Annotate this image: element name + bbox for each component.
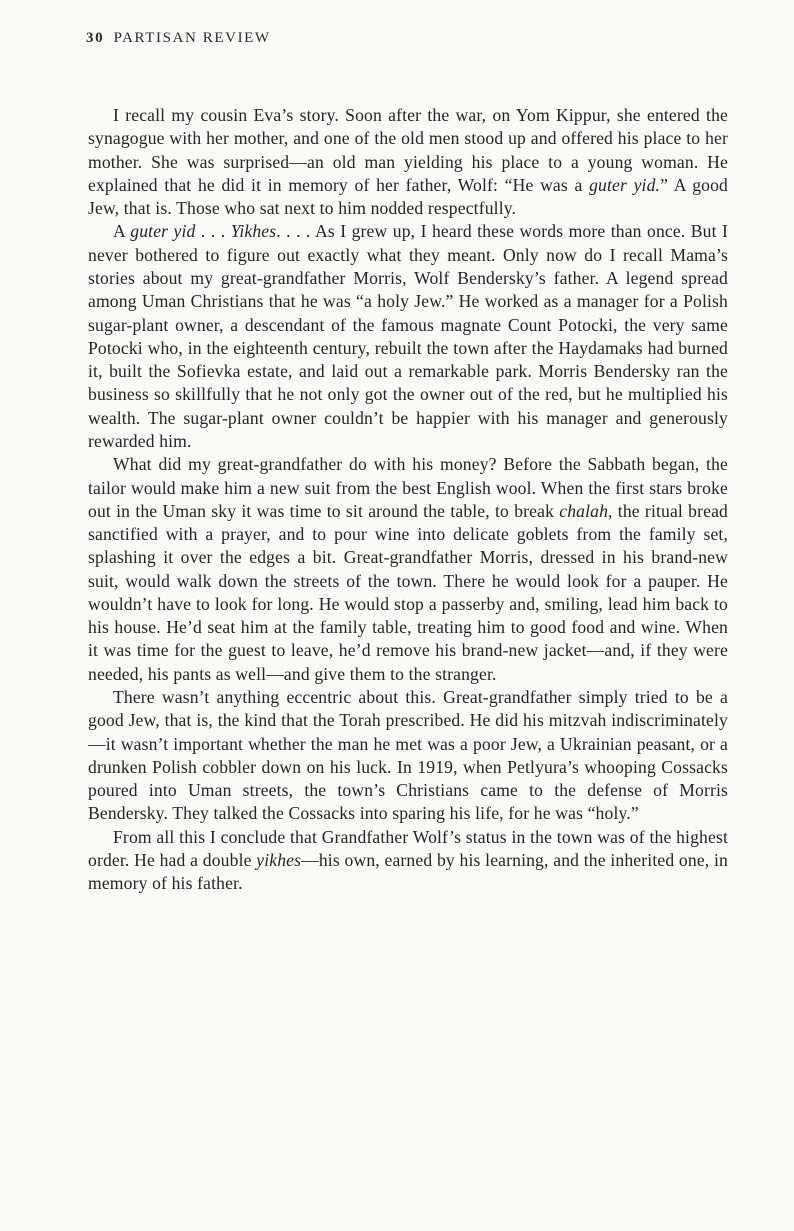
running-head	[86, 30, 271, 47]
journal-title: PARTISAN REVIEW	[113, 30, 271, 46]
paragraph-text: I recall my cousin Eva’s story. Soon after the war, on Yom Kippur, she entered the synagogue with her mother, and one of the old men stood up and offered his place to her mother. She was surprised—an old man yielding his place to a young woman. He explained that he did it in memory of her father, Wolf: “He was a	[88, 105, 728, 195]
paragraph-text: A	[113, 221, 131, 242]
italic-text: Yikhes	[230, 221, 277, 242]
body-paragraph	[88, 686, 728, 826]
body-paragraph	[88, 220, 728, 453]
page-number: 30	[86, 30, 105, 46]
italic-text: yikhes	[256, 850, 302, 870]
italic-text: guter yid.	[589, 174, 661, 195]
paragraph-text: From all this I conclude that Grandfather Wolf’s status in the town was of the highest order. He had a double	[88, 826, 728, 870]
paragraph-text: —his own, earned by his learning, and the inherited one, in memory of his father.	[88, 850, 728, 894]
paragraph-text: . . .	[195, 221, 231, 242]
body-paragraph	[88, 104, 728, 220]
paragraph-text: ” A good Jew, that is. Those who sat next to him nodded respectfully.	[88, 174, 728, 219]
paragraph-text: What did my great-grandfather do with his money? Before the Sabbath began, the tailor would make him a new suit from the best English wool. When the first stars broke out in the Uman sky it was time to sit around the table, to break	[88, 454, 728, 521]
italic-text: guter yid	[130, 221, 196, 242]
italic-text: chalah	[559, 500, 609, 521]
paragraph-text: , the ritual bread sanctified with a prayer, and to pour wine into delicate goblets from the family set, splashing it over the edges a bit. Great-grandfather Morris, dressed in his brand-new suit, would walk down the streets of the town. There he would look for a pauper. He wouldn’t have to look for long. He would stop a passerby and, smiling, lead him back to his house. He’d seat him at the family table, treating him to good food and wine. When it was time for the guest to leave, he’d remove his brand-new jacket—and, if they were needed, his pants as well—and give them to the stranger.	[88, 500, 728, 684]
body-paragraph	[88, 453, 728, 686]
body-paragraph	[88, 826, 728, 896]
article-body	[88, 104, 728, 896]
paragraph-text: . . . . As I grew up, I heard these words more than once. But I never bothered to figure out exactly what they meant. Only now do I recall Mama’s stories about my great-grandfather Morris, Wolf Bendersky’s father. A legend spread among Uman Christians that he was “a holy Jew.” He worked as a manager for a Polish sugar-plant owner, a descendant of the famous magnate Count Potocki, the very same Potocki who, in the eighteenth century, rebuilt the town after the Haydamaks had burned it, built the Sofievka estate, and laid out a remarkable park. Morris Bendersky ran the business so skillfully that he not only got the owner out of the red, but he multiplied his wealth. The sugar-plant owner couldn’t be happier with his manager and generously rewarded him.	[88, 221, 729, 451]
paragraph-text: There wasn’t anything eccentric about this. Great-grandfather simply tried to be a good Jew, that is, the kind that the Torah prescribed. He did his mitzvah indiscriminately—it wasn’t important whether the man he met was a poor Jew, a Ukrainian peasant, or a drunken Polish cobbler down on his luck. In 1919, when Petlyura’s whooping Cossacks poured into Uman streets, the town’s Christians came to the defense of Morris Bendersky. They talked the Cossacks into sparing his life, for he was “holy.”	[88, 687, 728, 824]
